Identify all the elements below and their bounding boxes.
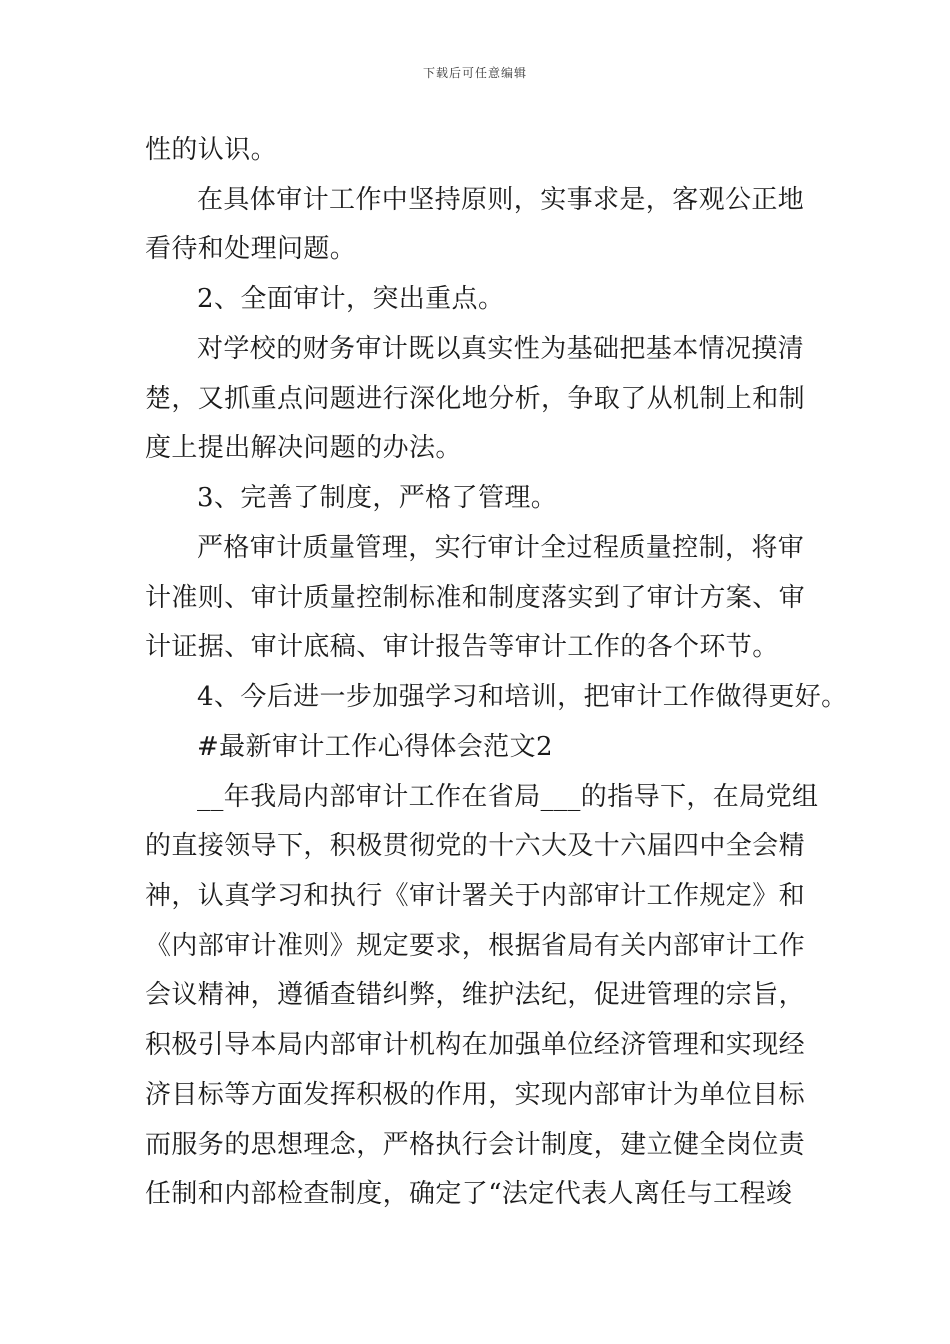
text-line: 积极引导本局内部审计机构在加强单位经济管理和实现经	[145, 1030, 806, 1060]
text-line: 严格审计质量管理，实行审计全过程质量控制，将审	[197, 533, 805, 563]
section-heading: #最新审计工作心得体会范文2	[197, 732, 553, 762]
text-line: 在具体审计工作中坚持原则，实事求是，客观公正地	[197, 185, 805, 215]
text-line: __年我局内部审计工作在省局___的指导下，在局党组	[197, 782, 819, 812]
text-line: 3、完善了制度，严格了管理。	[197, 483, 558, 513]
text-line: 楚，又抓重点问题进行深化地分析，争取了从机制上和制	[145, 384, 806, 414]
text-line: 济目标等方面发挥积极的作用，实现内部审计为单位目标	[145, 1080, 806, 1110]
text-line: 《内部审计准则》规定要求，根据省局有关内部审计工作	[145, 931, 806, 961]
text-line: 的直接领导下，积极贯彻党的十六大及十六届四中全会精	[145, 831, 806, 861]
text-line: 而服务的思想理念，严格执行会计制度，建立健全岗位责	[145, 1130, 806, 1160]
page-header: 下载后可任意编辑	[422, 66, 527, 80]
text-line: 计证据、审计底稿、审计报告等审计工作的各个环节。	[145, 632, 779, 662]
text-line: 性的认识。	[145, 135, 278, 165]
text-line: 计准则、审计质量控制标准和制度落实到了审计方案、审	[145, 583, 806, 613]
text-line: 神，认真学习和执行《审计署关于内部审计工作规定》和	[145, 881, 806, 911]
text-line: 4、今后进一步加强学习和培训，把审计工作做得更好。	[197, 682, 848, 712]
text-line: 度上提出解决问题的办法。	[145, 433, 462, 463]
text-line: 2、全面审计，突出重点。	[197, 284, 505, 314]
text-line: 会议精神，遵循查错纠弊，维护法纪，促进管理的宗旨，	[145, 980, 806, 1010]
text-line: 看待和处理问题。	[145, 234, 357, 264]
text-line: 任制和内部检查制度，确定了“法定代表人离任与工程竣	[145, 1179, 793, 1209]
text-line: 对学校的财务审计既以真实性为基础把基本情况摸清	[197, 334, 805, 364]
